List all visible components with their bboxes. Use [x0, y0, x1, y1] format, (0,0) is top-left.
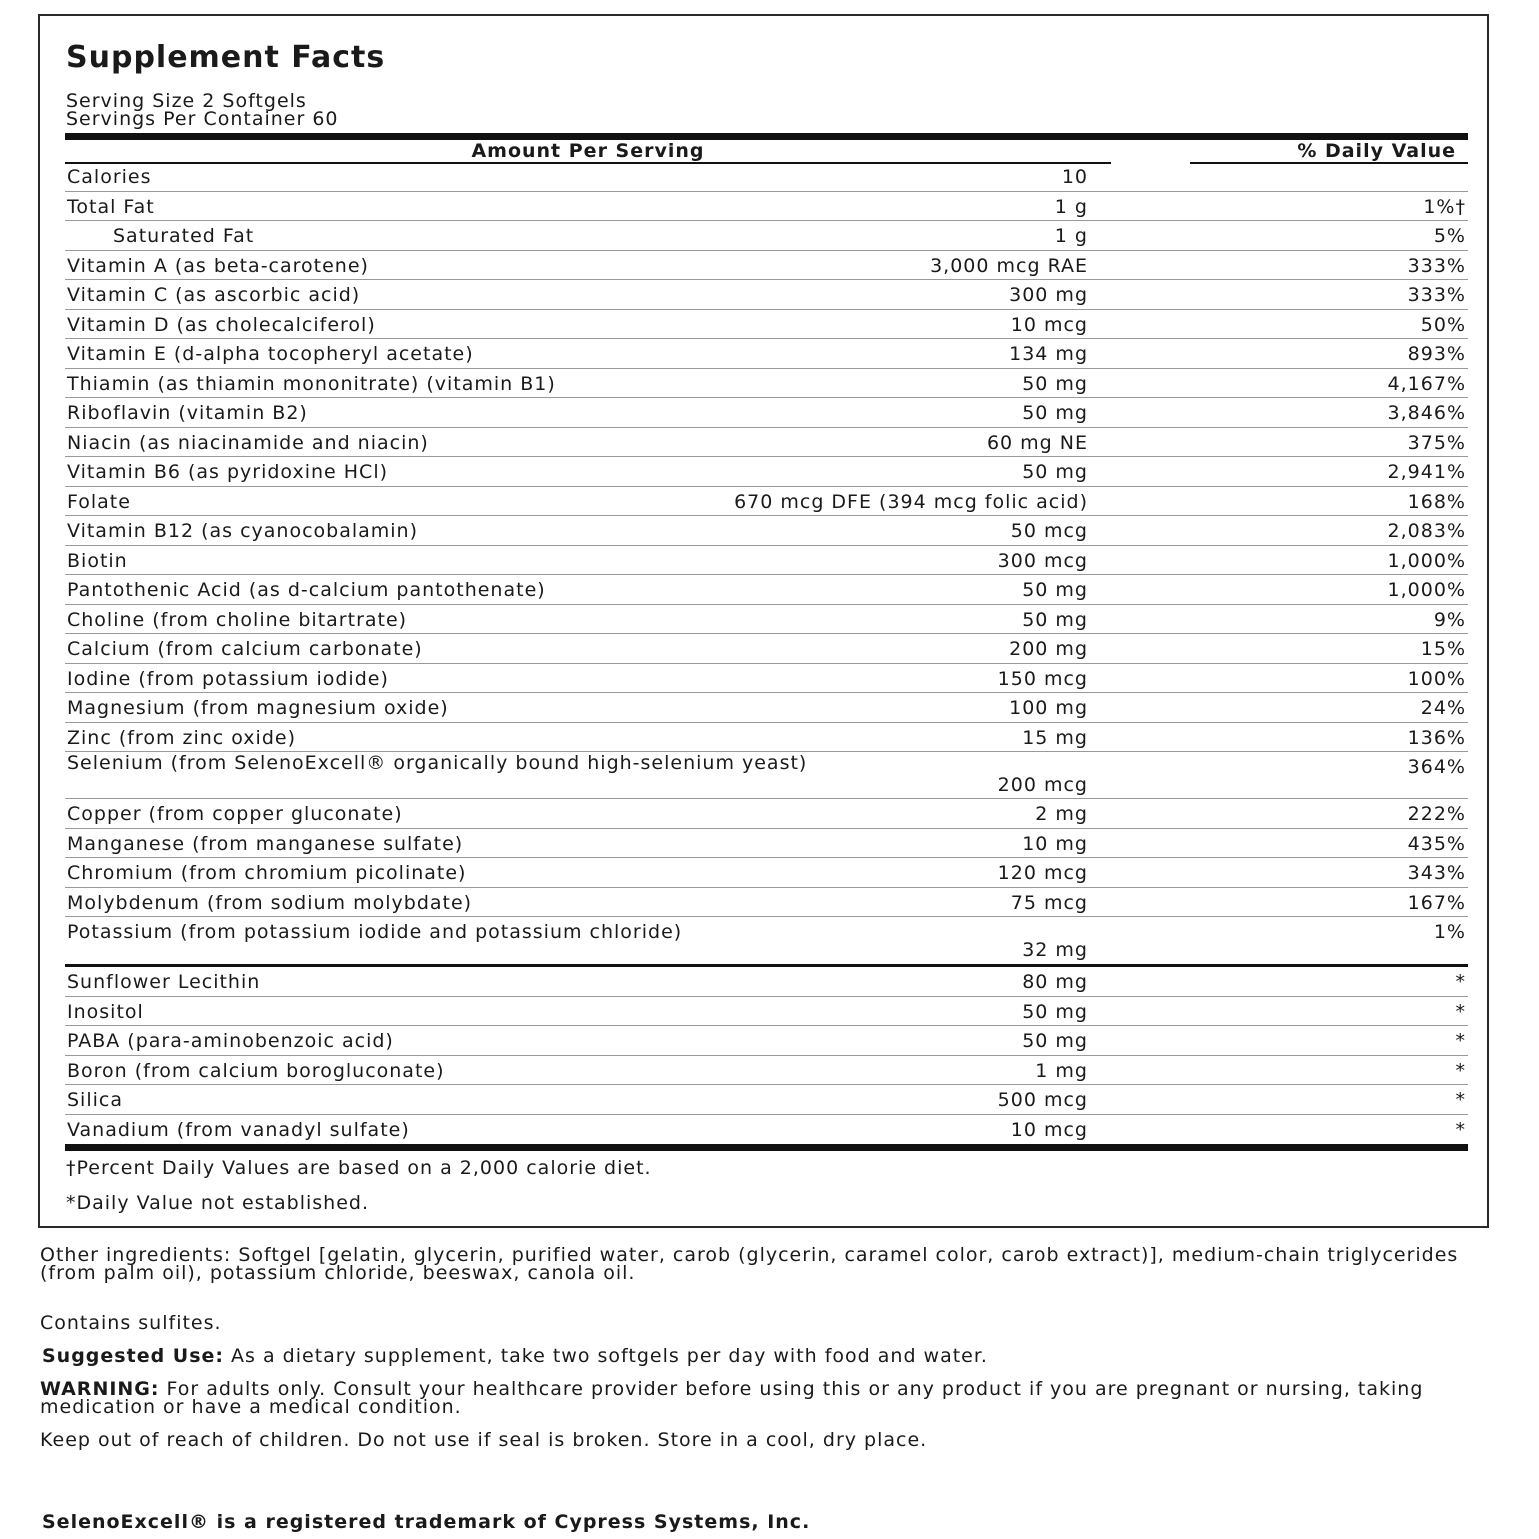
- table-row: [65, 516, 1468, 546]
- footnote-percent-dv: †Percent Daily Values are based on a 2,000 calorie diet.: [66, 1157, 652, 1179]
- nutrient-name: Copper (from copper gluconate): [67, 803, 403, 825]
- table-row: [65, 251, 1468, 281]
- table-row: [65, 829, 1468, 859]
- nutrient-daily-value: 222%: [1407, 803, 1466, 825]
- nutrient-daily-value: 100%: [1407, 667, 1466, 690]
- suggested-use-label: Suggested Use:: [42, 1345, 225, 1367]
- table-row: [65, 1026, 1468, 1056]
- nutrient-amount: 120 mcg: [997, 862, 1088, 884]
- table-row: [65, 457, 1468, 487]
- thick-divider-top: [65, 133, 1468, 140]
- nutrient-name: Magnesium (from magnesium oxide): [67, 697, 449, 719]
- table-row: [65, 546, 1468, 576]
- nutrient-name: Vitamin A (as beta-carotene): [67, 254, 369, 277]
- nutrient-daily-value: 2,083%: [1387, 520, 1466, 542]
- nutrient-name: Calcium (from calcium carbonate): [67, 638, 423, 660]
- nutrient-amount: 50 mg: [1022, 1030, 1088, 1052]
- servings-per-container: Servings Per Container 60: [66, 108, 339, 130]
- nutrient-daily-value: 1,000%: [1387, 579, 1466, 601]
- nutrient-daily-value: 4,167%: [1387, 372, 1466, 395]
- table-row: [65, 1115, 1468, 1145]
- nutrient-name: PABA (para-aminobenzoic acid): [67, 1030, 394, 1052]
- table-row: [65, 723, 1468, 753]
- nutrient-daily-value: 5%: [1433, 225, 1466, 247]
- table-row: [65, 192, 1468, 222]
- warning-label: WARNING:: [40, 1378, 160, 1400]
- nutrient-daily-value: *: [1455, 1089, 1466, 1111]
- nutrient-name: Vitamin D (as cholecalciferol): [67, 313, 376, 336]
- nutrient-daily-value: *: [1455, 1059, 1466, 1082]
- contains-statement: Contains sulfites.: [40, 1312, 222, 1334]
- nutrient-daily-value: 1%: [1433, 921, 1466, 943]
- suggested-use-text: As a dietary supplement, take two softgels per day with food and water.: [224, 1345, 988, 1367]
- table-row: [65, 888, 1468, 918]
- nutrient-name: Total Fat: [67, 195, 155, 218]
- nutrient-daily-value: 343%: [1407, 862, 1466, 884]
- table-row: [65, 398, 1468, 428]
- nutrient-name: Vitamin E (d-alpha tocopheryl acetate): [67, 343, 474, 365]
- table-row: [65, 162, 1468, 192]
- nutrient-name: Thiamin (as thiamin mononitrate) (vitamin B1): [67, 372, 556, 395]
- storage-statement: Keep out of reach of children. Do not use if seal is broken. Store in a cool, dry place.: [40, 1429, 928, 1451]
- nutrient-name: Silica: [67, 1089, 123, 1111]
- table-row: [65, 221, 1468, 251]
- nutrient-amount: 300 mcg: [997, 549, 1088, 572]
- nutrient-name: Pantothenic Acid (as d-calcium pantothenate): [67, 579, 546, 601]
- table-row: [65, 280, 1468, 310]
- nutrient-amount: 60 mg NE: [986, 431, 1088, 454]
- nutrient-name: Saturated Fat: [113, 225, 255, 247]
- table-row: [65, 997, 1468, 1027]
- table-header: [65, 140, 1468, 162]
- table-row: [65, 605, 1468, 635]
- serving-info: [66, 92, 339, 128]
- footnote-not-established: *Daily Value not established.: [66, 1192, 370, 1214]
- nutrient-amount: 50 mg: [1022, 402, 1088, 424]
- nutrient-amount: 1 g: [1054, 195, 1088, 218]
- nutrient-name: Manganese (from manganese sulfate): [67, 832, 464, 855]
- nutrient-amount: 1 g: [1054, 225, 1088, 247]
- table-row: [65, 693, 1468, 723]
- nutrient-name: Potassium (from potassium iodide and potassium chloride): [67, 921, 683, 943]
- nutrient-daily-value: 375%: [1407, 431, 1466, 454]
- nutrient-daily-value: 15%: [1420, 638, 1466, 660]
- nutrient-amount: 80 mg: [1022, 971, 1088, 993]
- nutrient-amount: 200 mcg: [997, 774, 1088, 796]
- nutrient-daily-value: *: [1455, 1118, 1466, 1141]
- nutrient-amount: 1 mg: [1035, 1059, 1088, 1082]
- other-ingredients: Other ingredients: Softgel [gelatin, glycerin, purified water, carob (glycerin, caramel color, carob extract)], medium-chain triglycerides (from palm oil), potassium chloride, beeswax, canola oil.: [40, 1244, 1459, 1284]
- nutrient-daily-value: 50%: [1420, 313, 1466, 336]
- nutrient-name: Molybdenum (from sodium molybdate): [67, 891, 473, 914]
- nutrient-daily-value: *: [1455, 971, 1466, 993]
- supplement-facts-panel: [38, 14, 1489, 1228]
- nutrient-name: Choline (from choline bitartrate): [67, 608, 408, 631]
- table-row: [65, 1056, 1468, 1086]
- nutrient-daily-value: 893%: [1407, 343, 1466, 365]
- nutrient-name: Boron (from calcium borogluconate): [67, 1059, 445, 1082]
- nutrient-daily-value: *: [1455, 1000, 1466, 1023]
- nutrient-daily-value: 1,000%: [1387, 549, 1466, 572]
- table-row: [65, 369, 1468, 399]
- nutrient-daily-value: 168%: [1407, 490, 1466, 513]
- nutrient-amount: 15 mg: [1022, 726, 1088, 749]
- table-row: [65, 917, 1468, 964]
- nutrient-daily-value: *: [1455, 1030, 1466, 1052]
- nutrient-daily-value: 333%: [1407, 254, 1466, 277]
- nutrient-daily-value: 136%: [1407, 726, 1466, 749]
- nutrient-daily-value: 364%: [1407, 756, 1466, 778]
- nutrient-name: Chromium (from chromium picolinate): [67, 862, 467, 884]
- nutrient-daily-value: 24%: [1420, 697, 1466, 719]
- nutrient-amount: 75 mcg: [1010, 891, 1088, 914]
- nutrient-name: Inositol: [67, 1000, 144, 1023]
- nutrient-daily-value: 435%: [1407, 832, 1466, 855]
- table-row: [65, 310, 1468, 340]
- nutrient-amount: 32 mg: [1022, 939, 1088, 961]
- nutrient-amount: 50 mg: [1022, 579, 1088, 601]
- nutrient-name: Selenium (from SelenoExcell® organically bound high-selenium yeast): [67, 752, 808, 774]
- header-daily-value: % Daily Value: [1297, 140, 1456, 162]
- header-amount: Amount Per Serving: [471, 140, 705, 162]
- warning: [40, 1380, 1440, 1416]
- nutrient-amount: 10 mcg: [1010, 1118, 1088, 1141]
- table-row: [65, 858, 1468, 888]
- serving-size: Serving Size 2 Softgels: [66, 90, 307, 112]
- nutrient-amount: 134 mg: [1009, 343, 1088, 365]
- nutrient-amount: 50 mcg: [1010, 520, 1088, 542]
- nutrient-amount: 50 mg: [1022, 608, 1088, 631]
- thick-divider-bottom: [65, 1144, 1468, 1151]
- table-row: [65, 487, 1468, 517]
- nutrient-name: Zinc (from zinc oxide): [67, 726, 296, 749]
- nutrient-name: Folate: [67, 490, 131, 513]
- nutrient-amount: 10: [1061, 166, 1088, 188]
- nutrient-amount: 200 mg: [1009, 638, 1088, 660]
- table-row: [65, 634, 1468, 664]
- nutrient-amount: 3,000 mcg RAE: [930, 254, 1088, 277]
- nutrient-name: Vitamin B6 (as pyridoxine HCl): [67, 461, 389, 483]
- table-row: [65, 428, 1468, 458]
- warning-text: For adults only. Consult your healthcare provider before using this or any product if you are pregnant or nursing, taking medication or have a medical condition.: [40, 1378, 1424, 1418]
- nutrient-name: Vitamin B12 (as cyanocobalamin): [67, 520, 419, 542]
- table-row: [65, 1085, 1468, 1115]
- nutrient-daily-value: 9%: [1433, 608, 1466, 631]
- nutrient-table: [65, 162, 1468, 1151]
- nutrient-amount: 50 mg: [1022, 461, 1088, 483]
- table-row: [65, 752, 1468, 799]
- nutrient-name: Vanadium (from vanadyl sulfate): [67, 1118, 410, 1141]
- table-row: [65, 799, 1468, 829]
- nutrient-amount: 10 mcg: [1010, 313, 1088, 336]
- table-row: [65, 339, 1468, 369]
- nutrient-name: Riboflavin (vitamin B2): [67, 402, 308, 424]
- table-row: [65, 967, 1468, 997]
- nutrient-name: Iodine (from potassium iodide): [67, 667, 389, 690]
- nutrient-amount: 50 mg: [1022, 1000, 1088, 1023]
- nutrient-name: Vitamin C (as ascorbic acid): [67, 284, 361, 306]
- nutrient-amount: 150 mcg: [997, 667, 1088, 690]
- nutrient-daily-value: 333%: [1407, 284, 1466, 306]
- panel-title: Supplement Facts: [66, 40, 386, 75]
- nutrient-daily-value: 3,846%: [1387, 402, 1466, 424]
- nutrient-name: Biotin: [67, 549, 128, 572]
- trademark-statement: SelenoExcell® is a registered trademark of Cypress Systems, Inc.: [42, 1511, 811, 1533]
- nutrient-amount: 670 mcg DFE (394 mcg folic acid): [734, 490, 1088, 513]
- nutrient-amount: 50 mg: [1022, 372, 1088, 395]
- nutrient-name: Sunflower Lecithin: [67, 971, 261, 993]
- nutrient-amount: 300 mg: [1009, 284, 1088, 306]
- nutrient-amount: 10 mg: [1022, 832, 1088, 855]
- nutrient-amount: 500 mcg: [997, 1089, 1088, 1111]
- nutrient-daily-value: 167%: [1407, 891, 1466, 914]
- suggested-use: [42, 1347, 1492, 1365]
- table-row: [65, 664, 1468, 694]
- nutrient-name: Calories: [67, 166, 152, 188]
- nutrient-daily-value: 2,941%: [1387, 461, 1466, 483]
- nutrient-amount: 100 mg: [1009, 697, 1088, 719]
- table-row: [65, 575, 1468, 605]
- nutrient-amount: 2 mg: [1035, 803, 1088, 825]
- nutrient-daily-value: 1%†: [1423, 195, 1466, 218]
- nutrient-name: Niacin (as niacinamide and niacin): [67, 431, 429, 454]
